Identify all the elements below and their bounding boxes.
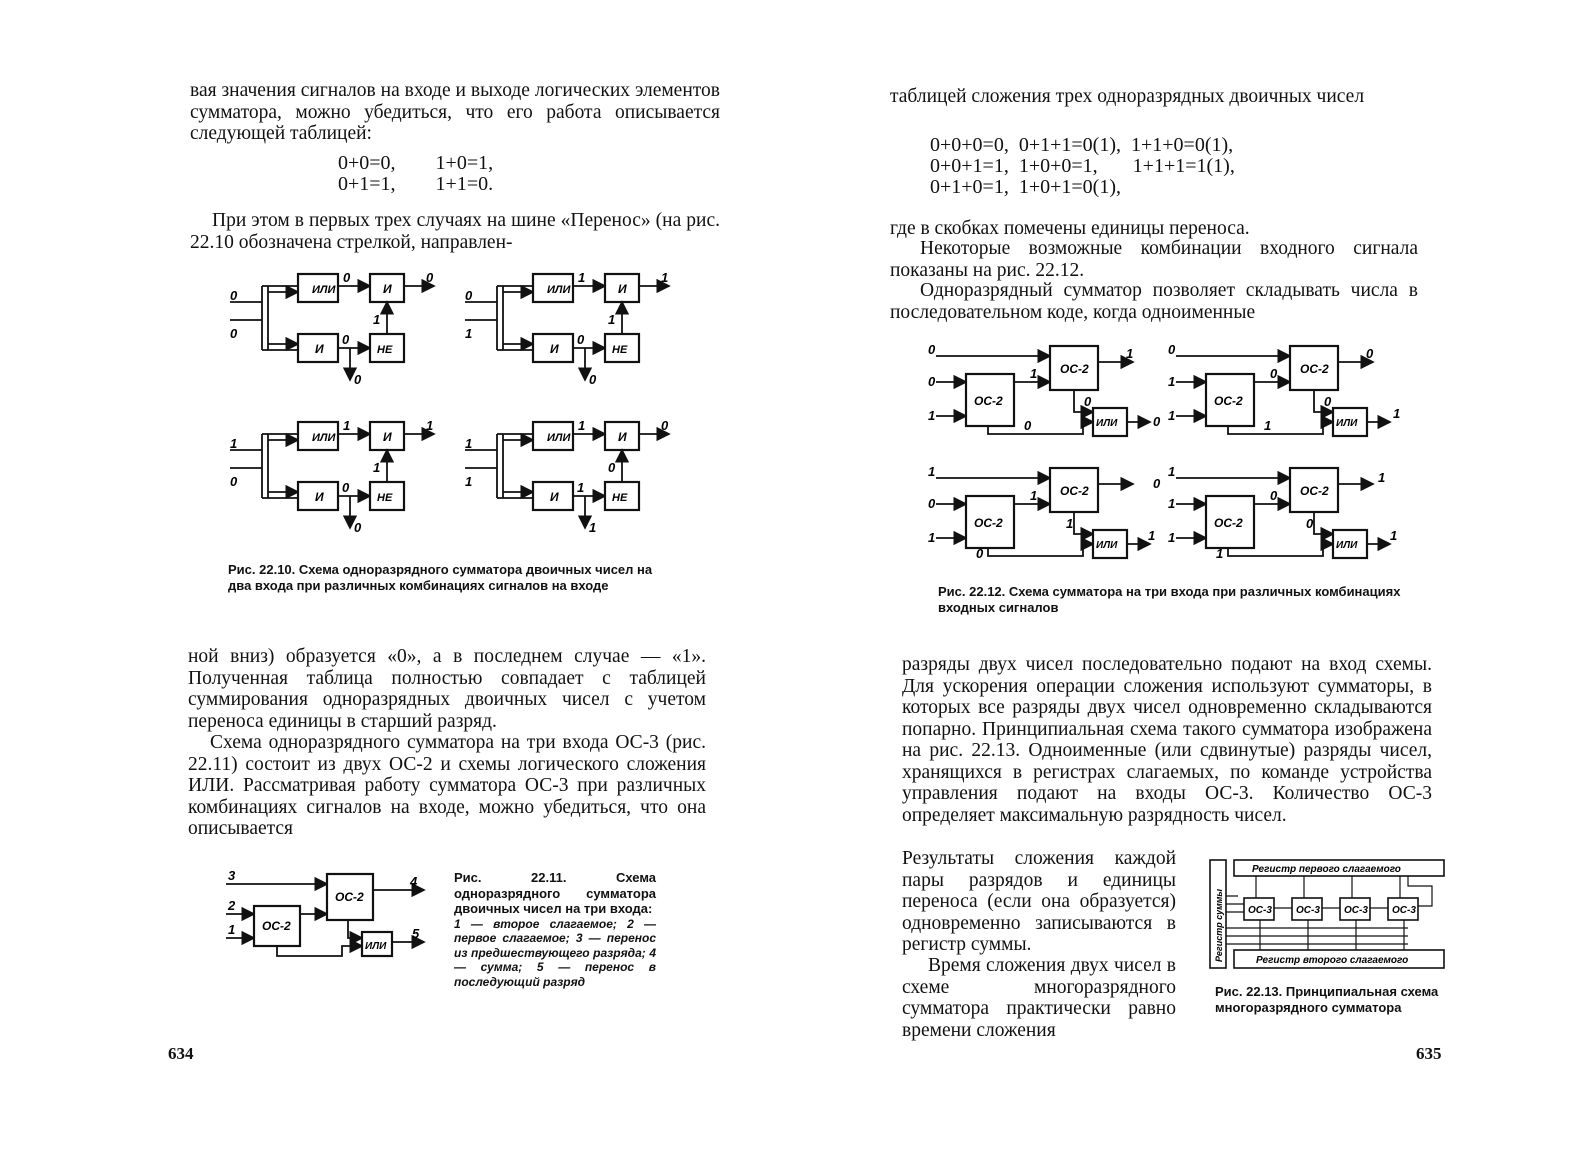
page-number-left: 634 (168, 1044, 194, 1063)
svg-text:1: 1 (608, 312, 616, 327)
svg-text:И: И (550, 342, 559, 356)
label-2: 2 (228, 898, 236, 913)
svg-text:ОС-2: ОС-2 (1214, 516, 1243, 530)
svg-text:1: 1 (577, 480, 585, 495)
svg-text:1: 1 (1216, 546, 1224, 561)
svg-text:0: 0 (342, 480, 350, 495)
svg-text:ОС-3: ОС-3 (1392, 905, 1416, 916)
svg-text:1: 1 (465, 474, 473, 489)
svg-text:ОС-2: ОС-2 (1300, 484, 1329, 498)
svg-text:ИЛИ: ИЛИ (1336, 540, 1358, 551)
svg-text:0: 0 (1306, 516, 1314, 531)
svg-text:1: 1 (1393, 406, 1401, 421)
svg-text:1: 1 (373, 312, 381, 327)
svg-text:1: 1 (343, 418, 351, 433)
svg-text:0: 0 (928, 342, 936, 357)
svg-text:1: 1 (1264, 418, 1272, 433)
figure-22-12 (928, 342, 1403, 572)
gate-not: НЕ (377, 344, 393, 356)
figure-22-11-caption (454, 870, 656, 989)
svg-text:И: И (315, 490, 324, 504)
svg-text:1: 1 (1126, 346, 1134, 361)
svg-text:1: 1 (578, 418, 586, 433)
svg-text:0: 0 (230, 474, 238, 489)
gate-or: ИЛИ (312, 284, 336, 296)
svg-text:1: 1 (589, 520, 597, 535)
right-para-3: Некоторые возможные комбинации входного сигнала показаны на рис. 22.12. (890, 238, 1418, 281)
block-os3: ОС-3 (1248, 905, 1272, 916)
block-os2: ОС-2 (335, 890, 364, 904)
svg-text:1: 1 (1168, 374, 1176, 389)
svg-text:ОС-3: ОС-3 (1344, 905, 1368, 916)
svg-text:1: 1 (1168, 496, 1176, 511)
left-page (0, 0, 790, 1157)
right-para-6: Результаты сложения каждой пары разрядов и единицы переноса (если она образуется) одновременно записываются в регистр суммы. (902, 848, 1176, 955)
register-sum: Регистр суммы (1214, 888, 1224, 962)
svg-text:ОС-3: ОС-3 (1296, 905, 1320, 916)
left-para-2: При этом в первых трех случаях на шине «Перенос» (на рис. 22.10 обозначена стрелкой, направлен- (190, 210, 720, 253)
right-para-2: где в скобках помечены единицы переноса. (890, 218, 1250, 239)
left-table-row-2: 0+1=1, 1+1=0. (338, 173, 494, 195)
figure-22-11 (222, 870, 447, 970)
svg-text:0: 0 (1270, 366, 1278, 381)
svg-text:0: 0 (577, 332, 585, 347)
svg-text:ОС-2: ОС-2 (974, 516, 1003, 530)
figure-22-11-caption-legend: 1 — второе слагаемое; 2 — первое слагаемое; 3 — перенос из предшествующего разряда; 4 — сумма; 5 — перенос в последующий разряд (454, 916, 656, 989)
label-5: 5 (412, 926, 420, 941)
svg-text:0: 0 (1324, 394, 1332, 409)
svg-text:0: 0 (928, 496, 936, 511)
svg-text:0: 0 (608, 460, 616, 475)
svg-text:НЕ: НЕ (612, 492, 628, 504)
svg-text:1: 1 (373, 460, 381, 475)
right-para-5: разряды двух чисел последовательно подают на вход схемы. Для ускорения операции сложения используют сумматоры, в которых все разряды двух чисел одновременно складываются попарно. Принципиальная схема такого сумматора изображена на рис. 22.13. Одноименные (или сдвинутые) разряды чисел, хранящихся в регистрах слагаемых, по команде устройства управления подают на входы ОС-3. Количество ОС-3 определяет максимальную разрядность чисел. (902, 654, 1432, 826)
figure-22-10 (220, 262, 680, 552)
label-4: 4 (410, 874, 418, 889)
right-table-row-2: 0+0+1=1, 1+0+0=1, 1+1+1=1(1), (930, 155, 1235, 177)
svg-text:1: 1 (928, 464, 936, 479)
svg-text:1: 1 (426, 418, 434, 433)
label-3: 3 (228, 870, 236, 883)
block-os2: ОС-2 (262, 919, 291, 933)
svg-text:1: 1 (928, 408, 936, 423)
svg-text:1: 1 (1378, 470, 1386, 485)
left-para-1: вая значения сигналов на входе и выходе логических элементов сумматора, можно убедиться, что его работа описывается следующей таблицей: (190, 80, 720, 144)
svg-text:0: 0 (1084, 394, 1092, 409)
svg-text:1: 1 (465, 436, 473, 451)
register-second-addend: Регистр второго слагаемого (1256, 955, 1409, 966)
svg-text:0: 0 (928, 374, 936, 389)
right-table-row-3: 0+1+0=1, 1+0+1=0(1), (930, 176, 1121, 198)
figure-22-13 (1208, 856, 1448, 974)
svg-text:0: 0 (1153, 476, 1161, 491)
svg-text:0: 0 (1168, 342, 1176, 357)
svg-text:0: 0 (976, 546, 984, 561)
left-para-3: ной вниз) образуется «0», а в последнем случае — «1». Полученная таблица полностью совпадает с таблицей суммирования одноразрядных двоичных чисел с учетом переноса единицы в старший разряд. (188, 646, 706, 732)
svg-text:0: 0 (465, 288, 473, 303)
svg-text:ОС-2: ОС-2 (974, 394, 1003, 408)
figure-22-12-caption: Рис. 22.12. Схема сумматора на три входа при различных комбинациях входных сигналов (938, 584, 1401, 615)
svg-text:1: 1 (1030, 488, 1038, 503)
svg-text:И: И (383, 430, 392, 444)
svg-text:1: 1 (1168, 464, 1176, 479)
right-table-row-1: 0+0+0=0, 0+1+1=0(1), 1+1+0=0(1), (930, 134, 1234, 156)
gate-and: И (315, 342, 324, 356)
svg-text:1: 1 (578, 270, 586, 285)
svg-text:1: 1 (230, 436, 238, 451)
svg-text:0: 0 (343, 270, 351, 285)
svg-text:0: 0 (342, 332, 350, 347)
svg-text:0: 0 (354, 520, 362, 535)
svg-text:И: И (618, 282, 627, 296)
svg-text:ИЛИ: ИЛИ (312, 432, 336, 444)
figure-22-11-caption-title: Рис. 22.11. Схема одноразрядного сумматора двоичных чисел на три входа: (454, 870, 656, 916)
svg-text:0: 0 (1153, 414, 1161, 429)
svg-text:0: 0 (1366, 346, 1374, 361)
svg-text:И: И (618, 430, 627, 444)
svg-text:1: 1 (1390, 528, 1398, 543)
right-para-7: Время сложения двух чисел в схеме многоразрядного сумматора практически равно времени сложения (902, 955, 1176, 1041)
svg-text:НЕ: НЕ (612, 344, 628, 356)
svg-text:ИЛИ: ИЛИ (547, 284, 571, 296)
right-page (790, 0, 1585, 1157)
block-or: ИЛИ (365, 941, 387, 952)
svg-text:ИЛИ: ИЛИ (547, 432, 571, 444)
register-first-addend: Регистр первого слагаемого (1252, 864, 1401, 875)
svg-text:0: 0 (230, 288, 238, 303)
svg-text:1: 1 (661, 270, 669, 285)
svg-text:1: 1 (1030, 366, 1038, 381)
svg-text:И: И (550, 490, 559, 504)
svg-text:ОС-2: ОС-2 (1300, 362, 1329, 376)
block-or: ИЛИ (1096, 418, 1118, 429)
svg-text:1: 1 (465, 326, 473, 341)
svg-text:0: 0 (1270, 488, 1278, 503)
left-para-4: Схема одноразрядного сумматора на три входа ОС-3 (рис. 22.11) состоит из двух ОС-2 и схемы логического сложения ИЛИ. Рассматривая работу сумматора ОС-3 при различных комбинациях сигналов на входе, можно убедиться, что она описывается (188, 732, 706, 839)
svg-text:0: 0 (426, 270, 434, 285)
label-1: 1 (228, 922, 236, 937)
figure-22-13-caption: Рис. 22.13. Принципиальная схема многоразрядного сумматора (1215, 984, 1439, 1015)
svg-text:0: 0 (354, 372, 362, 387)
svg-text:0: 0 (661, 418, 669, 433)
svg-text:1: 1 (928, 530, 936, 545)
svg-text:ИЛИ: ИЛИ (1096, 540, 1118, 551)
svg-text:1: 1 (1168, 408, 1176, 423)
svg-text:ИЛИ: ИЛИ (1336, 418, 1358, 429)
svg-text:1: 1 (1148, 528, 1156, 543)
svg-text:1: 1 (1168, 530, 1176, 545)
svg-text:ОС-2: ОС-2 (1060, 484, 1089, 498)
figure-22-10-caption: Рис. 22.10. Схема одноразрядного сумматора двоичных чисел на два входа при различных комбинациях сигналов на входе (228, 562, 653, 593)
svg-text:0: 0 (1024, 418, 1032, 433)
svg-text:НЕ: НЕ (377, 492, 393, 504)
right-para-4: Одноразрядный сумматор позволяет складывать числа в последовательном коде, когда одноименные (890, 280, 1418, 323)
left-table-row-1: 0+0=0, 1+0=1, (338, 152, 494, 174)
svg-text:0: 0 (230, 326, 238, 341)
block-os2: ОС-2 (1060, 362, 1089, 376)
svg-text:ОС-2: ОС-2 (1214, 394, 1243, 408)
right-para-1: таблицей сложения трех одноразрядных двоичных чисел (890, 86, 1365, 107)
svg-text:0: 0 (589, 372, 597, 387)
svg-text:1: 1 (1066, 516, 1074, 531)
page-number-right: 635 (1416, 1044, 1442, 1063)
gate-and: И (383, 282, 392, 296)
